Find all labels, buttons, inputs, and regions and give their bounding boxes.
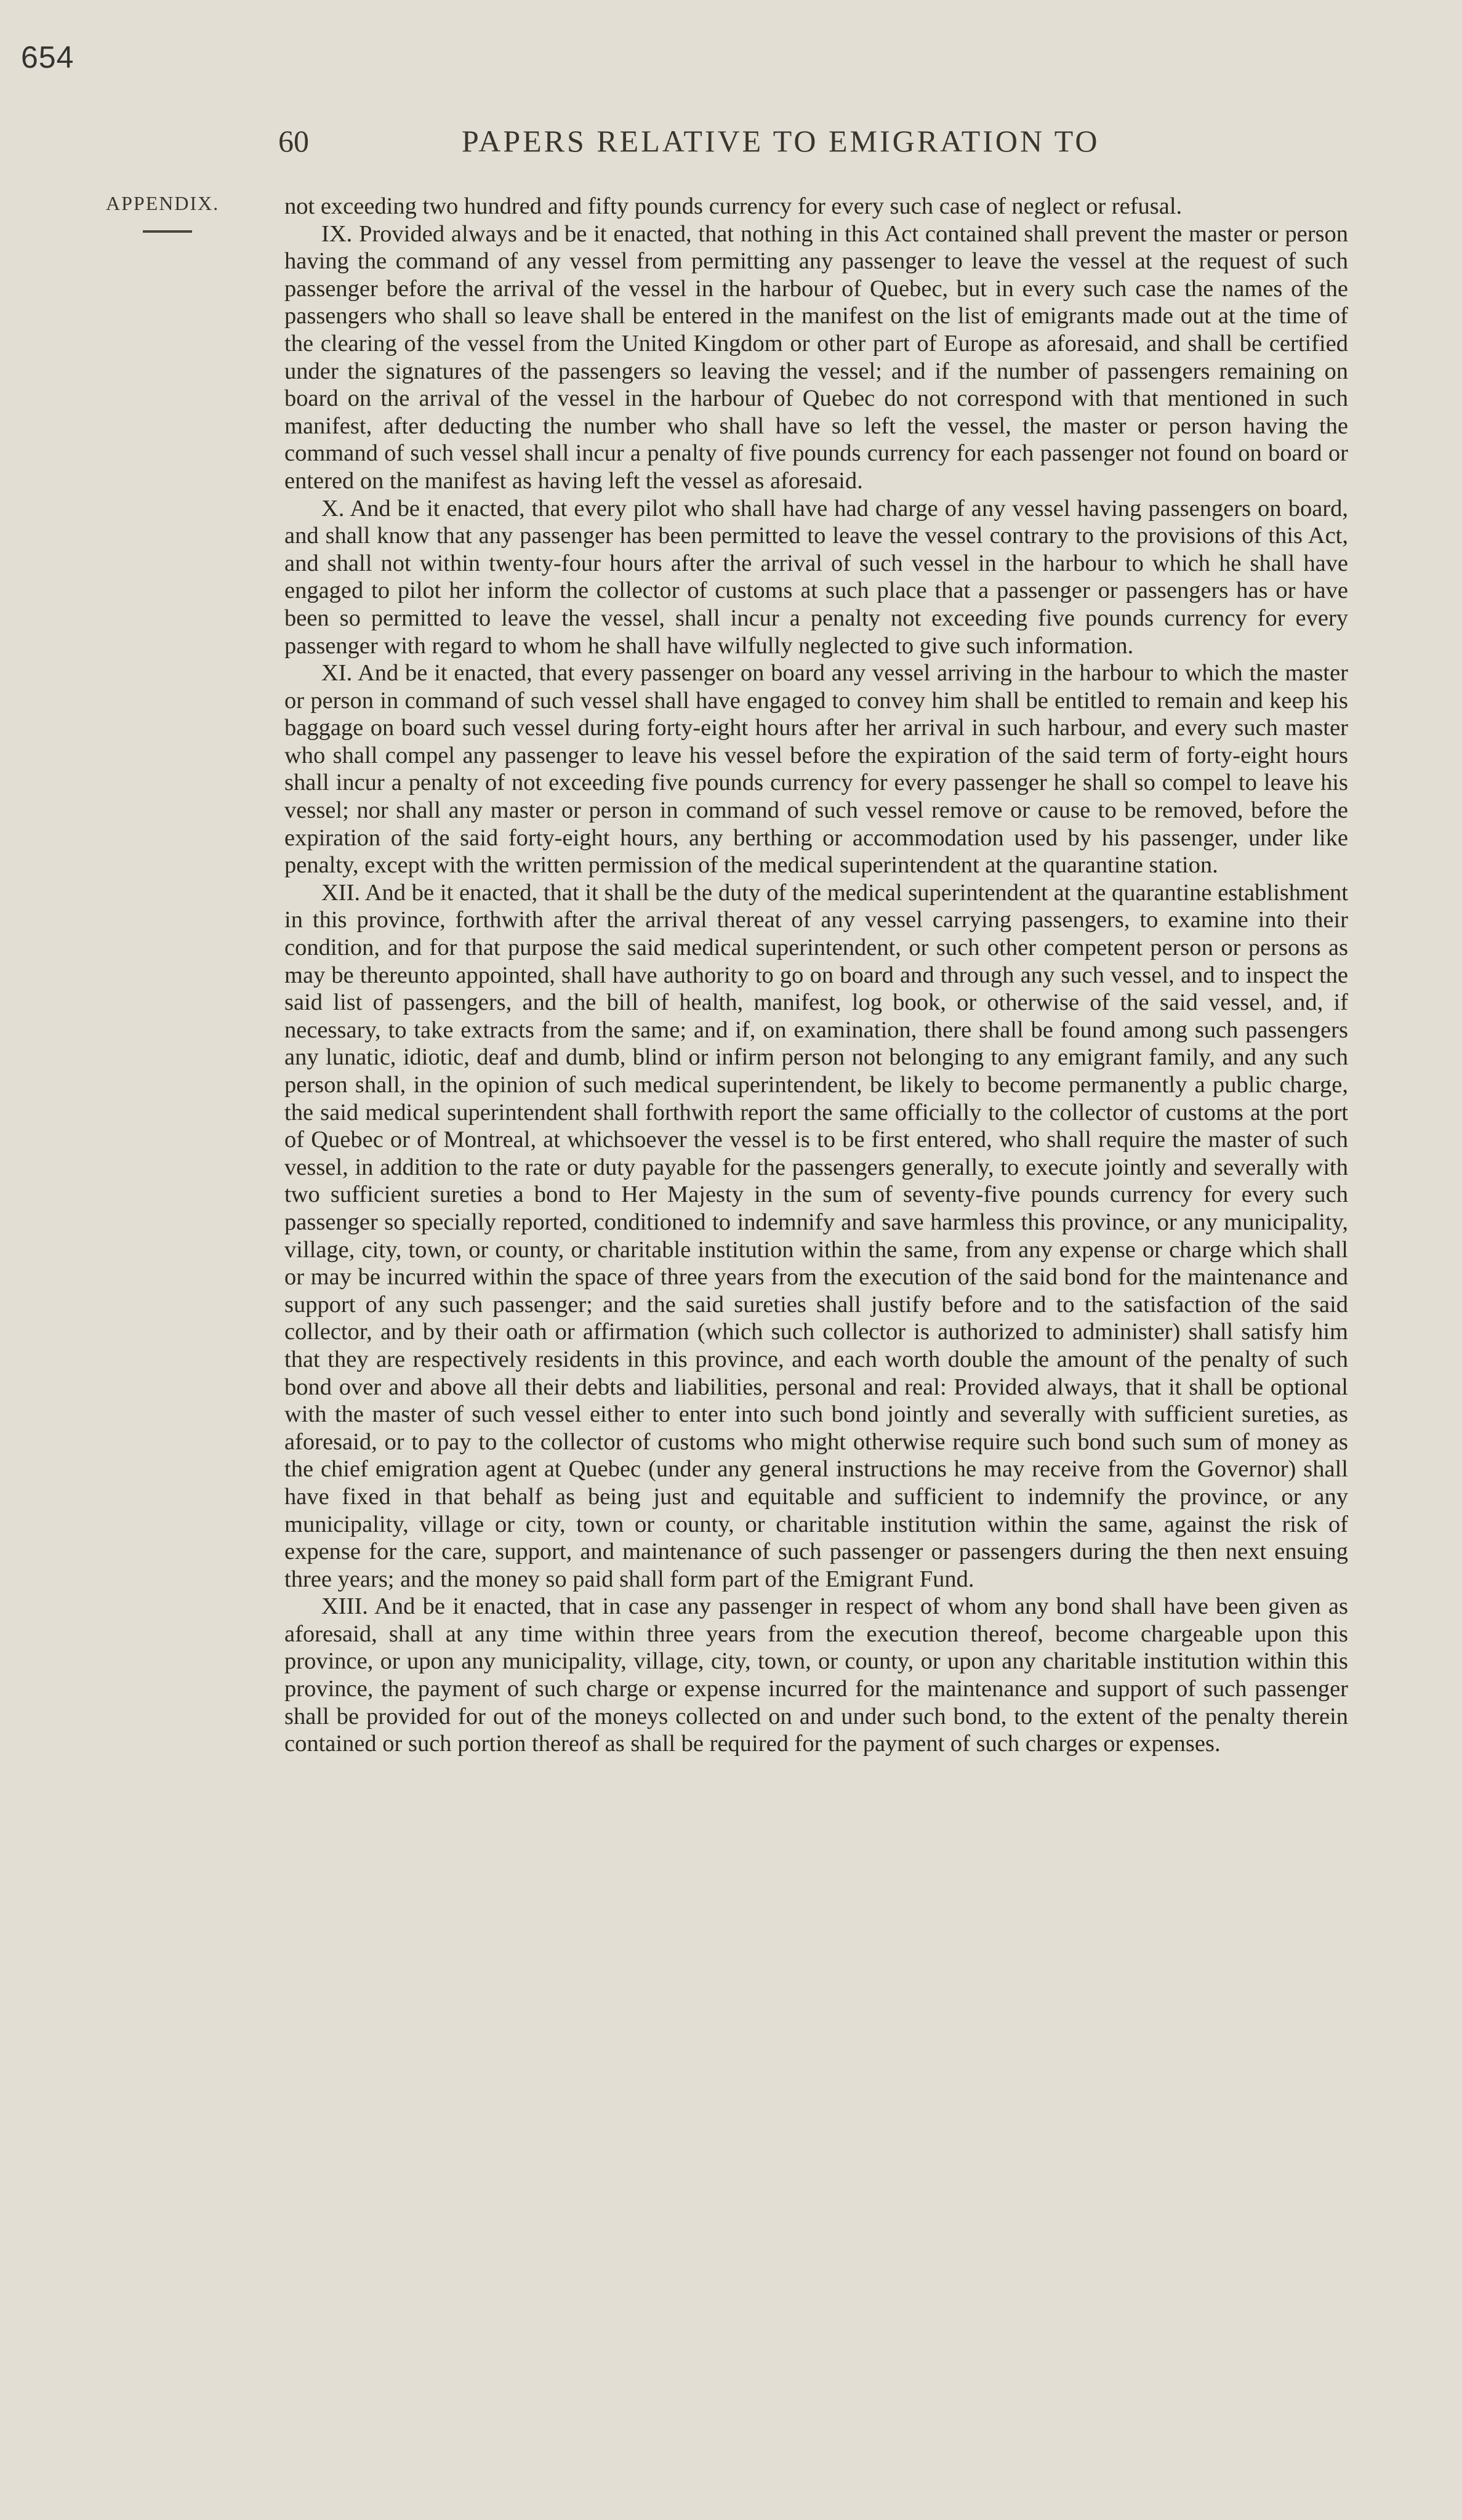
running-head-title: PAPERS RELATIVE TO EMIGRATION TO [462, 124, 1100, 158]
appendix-sidenote: APPENDIX. [106, 192, 220, 214]
paragraph-continuation: not exceeding two hundred and fifty pounds currency for every such case of neglect or refusal. [284, 193, 1183, 219]
page-number: 60 [278, 124, 309, 158]
sidenote-rule [143, 230, 192, 233]
paragraph-section-xii: XII. And be it enacted, that it shall be the duty of the medical superintendent at the quarantine establishment in this province, forthwith after the arrival thereat of any vessel carrying passengers, to examine into their condition, and for that purpose the said medical superintendent, or such other competent person or persons as may be thereunto appointed, shall have authority to go on board and through any such vessel, and to inspect the said list of passengers, and the bill of health, manifest, log book, or otherwise of the said vessel, and, if necessary, to take extracts from the same; and if, on examination, there shall be found among such passengers any lunatic, idiotic, deaf and dumb, blind or infirm person not belonging to any emigrant family, and any such person shall, in the opinion of such medical superintendent, be likely to become permanently a public charge, the said medical superintendent shall forthwith report the same officially to the collector of customs at the port of Quebec or of Montreal, at whichsoever the vessel is to be first entered, who shall require the master of such vessel, in addition to the rate or duty payable for the passengers generally, to execute jointly and severally with two sufficient sureties a bond to Her Majesty in the sum of seventy-five pounds currency for every such passenger so specially reported, conditioned to indemnify and save harmless this province, or any municipality, village, city, town, or county, or charitable institution within the same, from any expense or charge which shall or may be incurred within the space of three years from the execution of the said bond for the maintenance and support of any such passenger; and the said sureties shall justify before and to the satisfaction of the said collector, and by their oath or affirmation (which such collector is authorized to administer) shall satisfy him that they are respectively residents in this province, and each worth double the amount of the penalty of such bond over and above all their debts and liabilities, personal and real: Provided always, that it shall be optional with the master of such vessel either to enter into such bond jointly and severally with sufficient sureties, as aforesaid, or to pay to the collector of customs who might otherwise require such bond such sum of money as the chief emigration agent at Quebec (under any general instructions he may receive from the Governor) shall have fixed in that behalf as being just and equitable and sufficient to indemnify the province, or any municipality, village or city, town or county, or charitable institution within the same, against the risk of expense for the care, support, and maintenance of such passenger or passengers during the then next ensuing three years; and the money so paid shall form part of the Emigrant Fund. [284, 879, 1348, 1592]
paragraph-section-xi: XI. And be it enacted, that every passenger on board any vessel arriving in the harbour to which the master or person in command of such vessel shall have engaged to convey him shall be entitled to remain and keep his baggage on board such vessel during forty-eight hours after her arrival in such harbour, and every such master who shall compel any passenger to leave his vessel before the expiration of the said term of forty-eight hours shall incur a penalty of not exceeding five pounds currency for every passenger he shall so compel to leave his vessel; nor shall any master or person in command of such vessel remove or cause to be removed, before the expiration of the said forty-eight hours, any berthing or accommodation used by his passenger, under like penalty, except with the written permission of the medical superintendent at the quarantine station. [284, 660, 1348, 879]
paragraph-section-ix: IX. Provided always and be it enacted, that nothing in this Act contained shall prevent the master or person having the command of any vessel from permitting any passenger to leave the vessel at the request of such passenger before the arrival of the vessel in the harbour of Quebec, but in every such case the names of the passengers who shall so leave shall be entered in the manifest on the list of emigrants made out at the time of the clearing of the vessel from the United Kingdom or other part of Europe as aforesaid, and shall be certified under the signatures of the passengers so leaving the vessel; and if the number of passengers remaining on board on the arrival of the vessel in the harbour of Quebec do not correspond with that mentioned in such manifest, after deducting the number who shall have so left the vessel, the master or person having the command of such vessel shall incur a penalty of five pounds currency for each passenger not found on board or entered on the manifest as having left the vessel as aforesaid. [284, 220, 1348, 494]
paragraph-section-x: X. And be it enacted, that every pilot who shall have had charge of any vessel having passengers on board, and shall know that any passenger has been permitted to leave the vessel contrary to the provisions of this Act, and shall not within twenty-four hours after the arrival of such vessel in the harbour to which he shall have engaged to pilot her inform the collector of customs at such place that a passenger or passengers has or have been so permitted to leave the vessel, shall incur a penalty not exceeding five pounds currency for every passenger with regard to whom he shall have wilfully neglected to give such information. [284, 495, 1348, 659]
paragraph-section-xiii: XIII. And be it enacted, that in case any passenger in respect of whom any bond shall have been given as aforesaid, shall at any time within three years from the execution thereof, become chargeable upon this province, or upon any municipality, village, city, town, or county, or upon any charitable institution within this province, the payment of such charge or expense incurred for the maintenance and support of such passenger shall be provided for out of the moneys collected on and under such bond, to the extent of the penalty therein contained or such portion thereof as shall be required for the payment of such charges or expenses. [284, 1593, 1348, 1757]
body-text [284, 193, 1348, 1758]
running-head [0, 123, 1462, 166]
archive-page-number: 654 [21, 40, 74, 74]
